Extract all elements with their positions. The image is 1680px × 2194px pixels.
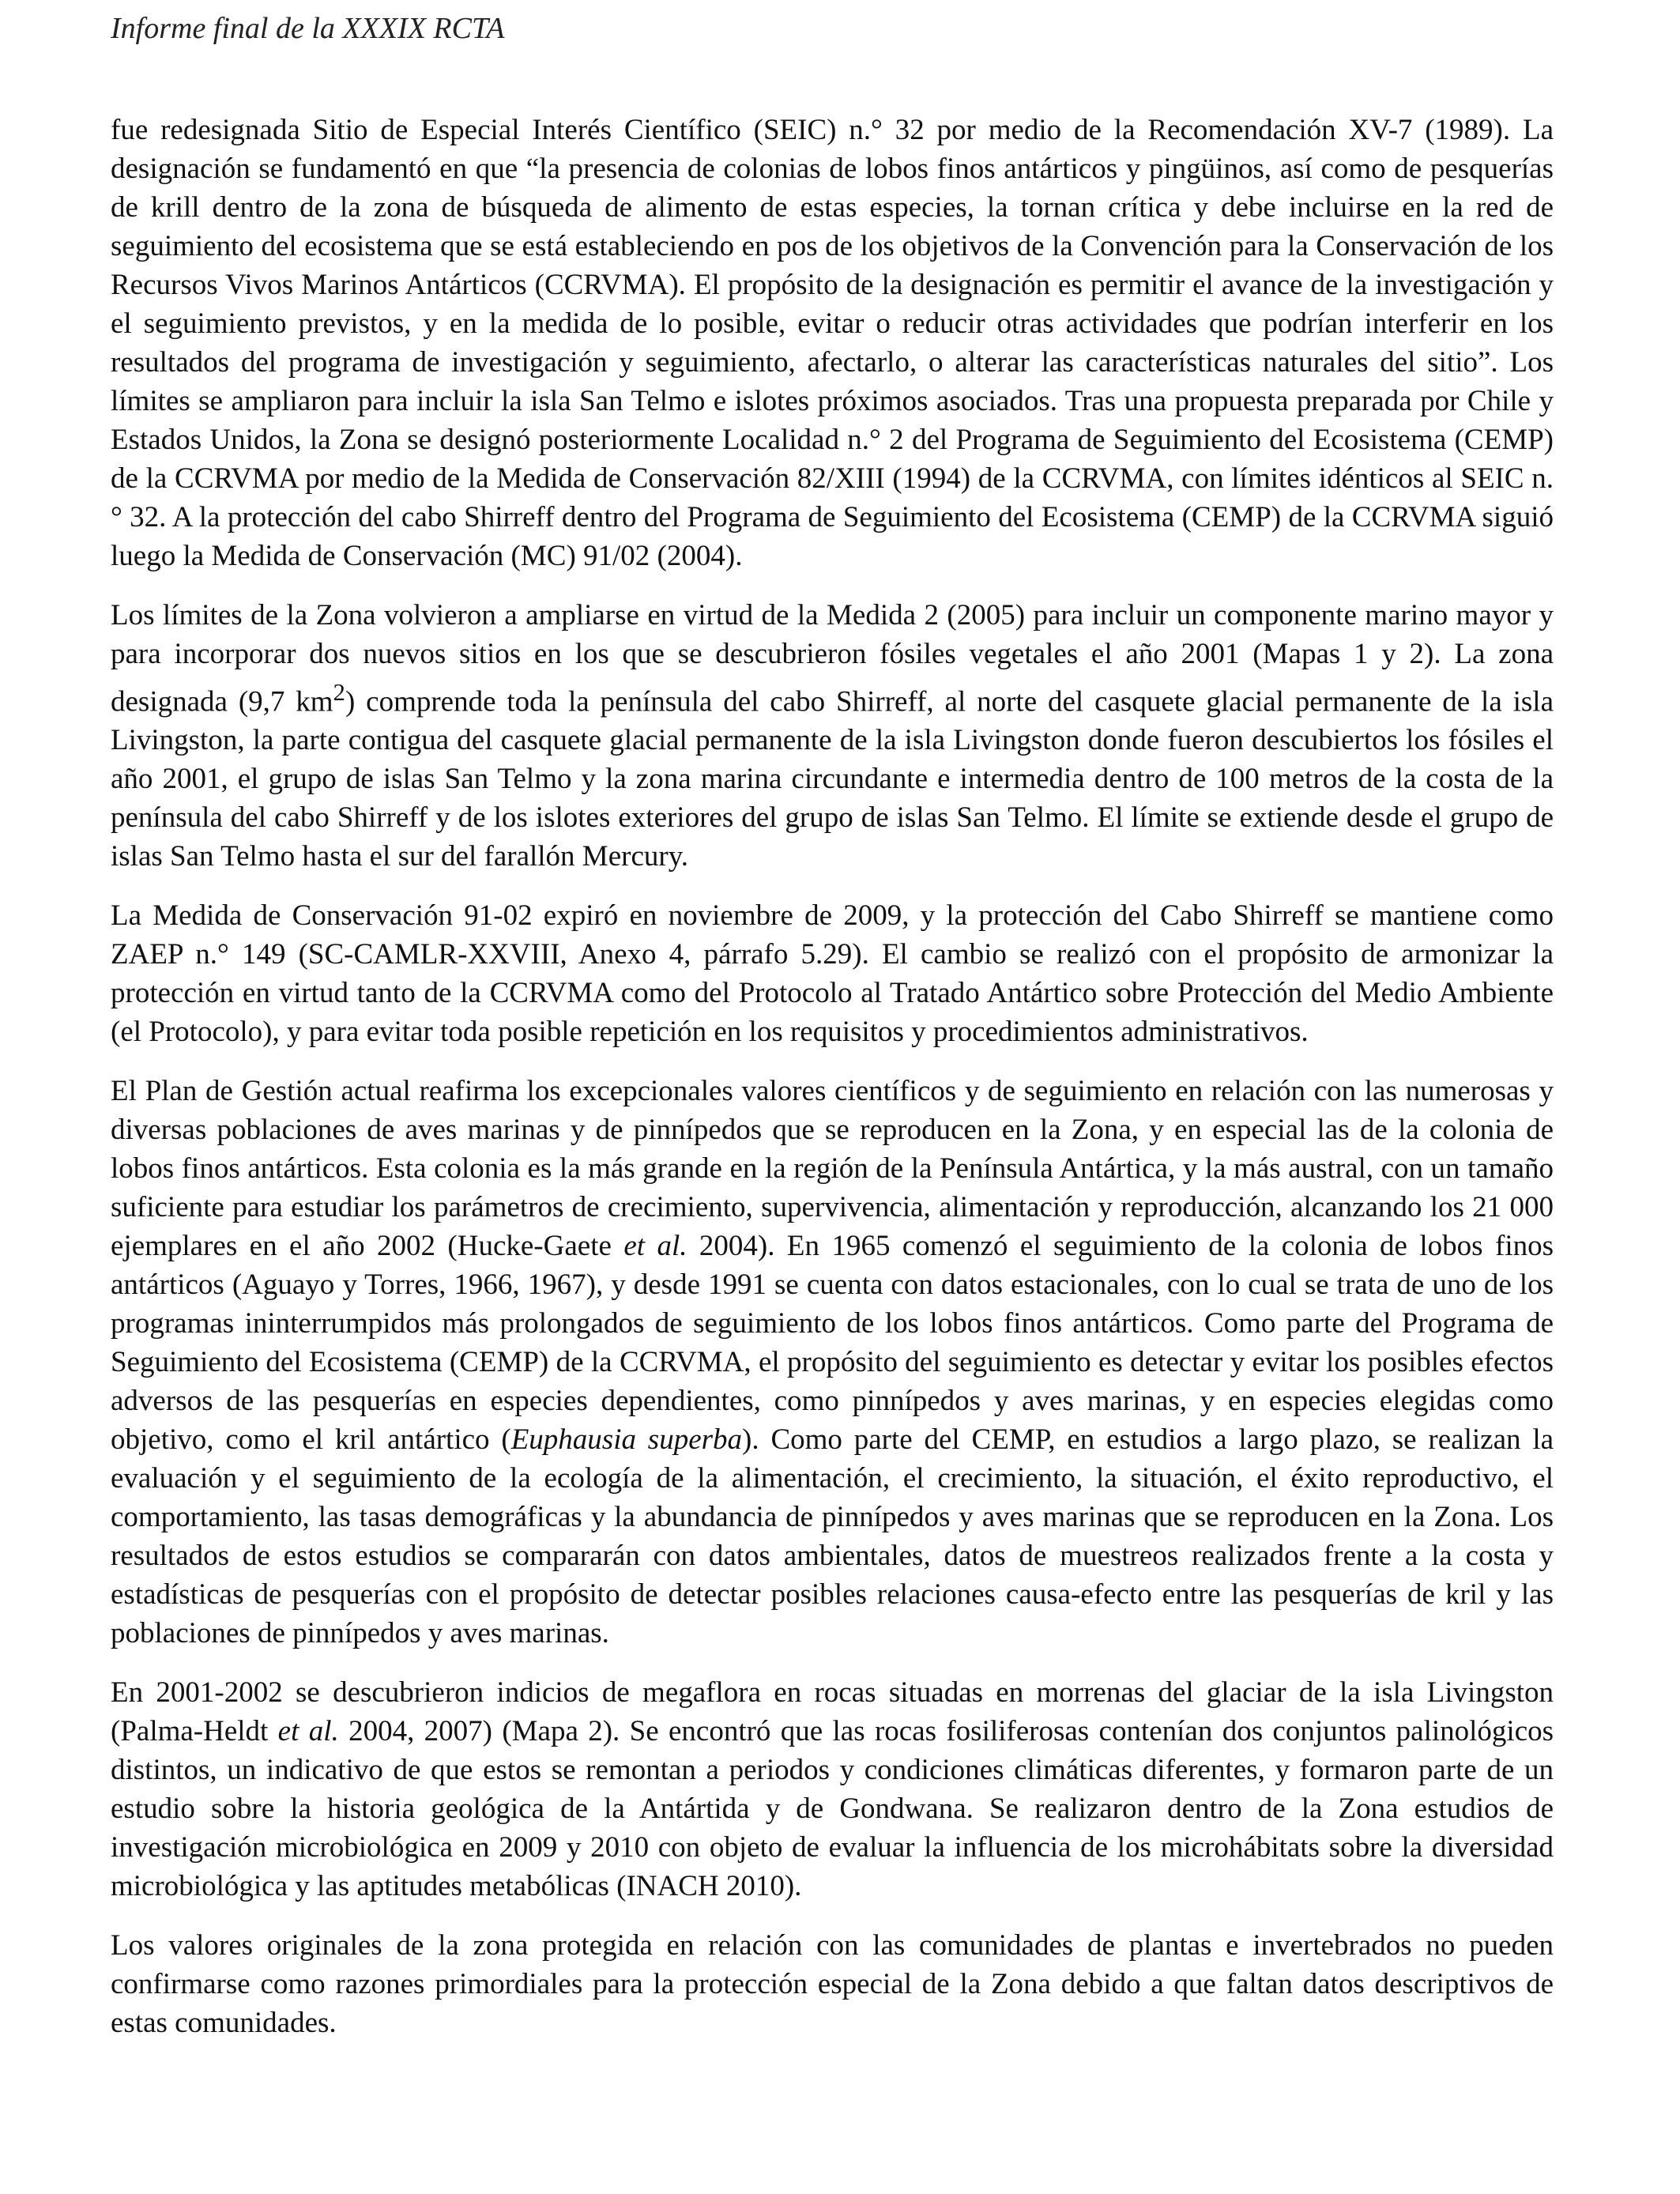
paragraph-2 xyxy=(111,596,1554,876)
paragraph-1 xyxy=(111,111,1554,575)
paragraph-3-text: La Medida de Conservación 91-02 expiró en noviembre de 2009, y la protección del Cabo Shirreff se mantiene como ZAEP n.° 149 (SC-CAMLR-XXVIII, Anexo 4, párrafo 5.29). El cambio se realizó con el propósito de armonizar la protección en virtud tanto de la CCRVMA como del Protocolo al Tratado Antártico sobre Protección del Medio Ambiente (el Protocolo), y para evitar toda posible repetición en los requisitos y procedimientos administrativos. xyxy=(111,899,1554,1049)
paragraph-4-text-c: ). Como parte del CEMP, en estudios a largo plazo, se realizan la evaluación y el seguimiento de la ecología de la alimentación, el crecimiento, la situación, el éxito reproductivo, el comportamiento, las tasas demográficas y la abundancia de pinnípedos y aves marinas que se reproducen en la Zona. Los resultados de estos estudios se compararán con datos ambientales, datos de muestreos realizados frente a la costa y estadísticas de pesquerías con el propósito de detectar posibles relaciones causa-efecto entre las pesquerías de kril y las poblaciones de pinnípedos y aves marinas. xyxy=(111,1423,1554,1650)
running-header xyxy=(111,11,505,47)
paragraph-5 xyxy=(111,1673,1554,1906)
citation-et-al: et al. xyxy=(623,1230,687,1263)
paragraph-1-text: fue redesignada Sitio de Especial Interés Científico (SEIC) n.° 32 por medio de la Recomendación XV-7 (1989). La designación se fundamentó en que “la presencia de colonias de lobos finos antárticos y pingüinos, así como de pesquerías de krill dentro de la zona de búsqueda de alimento de estas especies, la tornan crítica y debe incluirse en la red de seguimiento del ecosistema que se está estableciendo en pos de los objetivos de la Convención para la Conservación de los Recursos Vivos Marinos Antárticos (CCRVMA). El propósito de la designación es permitir el avance de la investigación y el seguimiento previstos, y en la medida de lo posible, evitar o reducir otras actividades que podrían interferir en los resultados del programa de investigación y seguimiento, afectarlo, o alterar las características naturales del sitio”. Los límites se ampliaron para incluir la isla San Telmo e islotes próximos asociados. Tras una propuesta preparada por Chile y Estados Unidos, la Zona se designó posteriormente Localidad n.° 2 del Programa de Seguimiento del Ecosistema (CEMP) de la CCRVMA por medio de la Medida de Conservación 82/XIII (1994) de la CCRVMA, con límites idénticos al SEIC n.° 32. A la protección del cabo Shirreff dentro del Programa de Seguimiento del Ecosistema (CEMP) de la CCRVMA siguió luego la Medida de Conservación (MC) 91/02 (2004). xyxy=(111,114,1554,572)
species-name: Euphausia superba xyxy=(510,1423,743,1457)
citation-et-al: et al. xyxy=(277,1715,339,1748)
document-body xyxy=(111,111,1554,2063)
paragraph-3 xyxy=(111,896,1554,1051)
report-title: Informe final de la XXXIX RCTA xyxy=(111,12,505,45)
paragraph-5-text-a: En 2001-2002 se descubrieron indicios de megaflora en rocas situadas en morrenas del glaciar de la isla Livingston (Palma-Heldt xyxy=(111,1676,1554,1748)
paragraph-6 xyxy=(111,1926,1554,2042)
paragraph-5-text-b: 2004, 2007) (Mapa 2). Se encontró que las rocas fosiliferosas contenían dos conjuntos palinológicos distintos, un indicativo de que estos se remontan a periodos y condiciones climáticas diferentes, y formaron parte de un estudio sobre la historia geológica de la Antártida y de Gondwana. Se realizaron dentro de la Zona estudios de investigación microbiológica en 2009 y 2010 con objeto de evaluar la influencia de los microhábitats sobre la diversidad microbiológica y las aptitudes metabólicas (INACH 2010). xyxy=(111,1715,1554,1903)
paragraph-4-text-b: 2004). En 1965 comenzó el seguimiento de la colonia de lobos finos antárticos (Aguayo y Torres, 1966, 1967), y desde 1991 se cuenta con datos estacionales, con lo cual se trata de uno de los programas ininterrumpidos más prolongados de seguimiento de los lobos finos antárticos. Como parte del Programa de Seguimiento del Ecosistema (CEMP) de la CCRVMA, el propósito del seguimiento es detectar y evitar los posibles efectos adversos de las pesquerías en especies dependientes, como pinnípedos y aves marinas, y en especies elegidas como objetivo, como el kril antártico ( xyxy=(111,1230,1554,1457)
paragraph-2-text-b: ) comprende toda la península del cabo Shirreff, al norte del casquete glacial permanente de la isla Livingston, la parte contigua del casquete glacial permanente de la isla Livingston donde fueron descubiertos los fósiles el año 2001, el grupo de islas San Telmo y la zona marina circundante e intermedia dentro de 100 metros de la costa de la península del cabo Shirreff y de los islotes exteriores del grupo de islas San Telmo. El límite se extiende desde el grupo de islas San Telmo hasta el sur del farallón Mercury. xyxy=(111,685,1554,873)
paragraph-4-text-a: El Plan de Gestión actual reafirma los excepcionales valores científicos y de seguimiento en relación con las numerosas y diversas poblaciones de aves marinas y de pinnípedos que se reproducen en la Zona, y en especial las de la colonia de lobos finos antárticos. Esta colonia es la más grande en la región de la Península Antártica, y la más austral, con un tamaño suficiente para estudiar los parámetros de crecimiento, supervivencia, alimentación y reproducción, alcanzando los 21 000 ejemplares en el año 2002 (Hucke-Gaete xyxy=(111,1075,1554,1263)
paragraph-6-text: Los valores originales de la zona protegida en relación con las comunidades de plantas e invertebrados no pueden confirmarse como razones primordiales para la protección especial de la Zona debido a que faltan datos descriptivos de estas comunidades. xyxy=(111,1929,1554,2040)
paragraph-4 xyxy=(111,1072,1554,1653)
paragraph-2-text-a: Los límites de la Zona volvieron a ampliarse en virtud de la Medida 2 (2005) para incluir un componente marino mayor y para incorporar dos nuevos sitios en los que se descubrieron fósiles vegetales el año 2001 (Mapas 1 y 2). La zona designada (9,7 km xyxy=(111,599,1554,718)
superscript-2: 2 xyxy=(333,679,345,706)
